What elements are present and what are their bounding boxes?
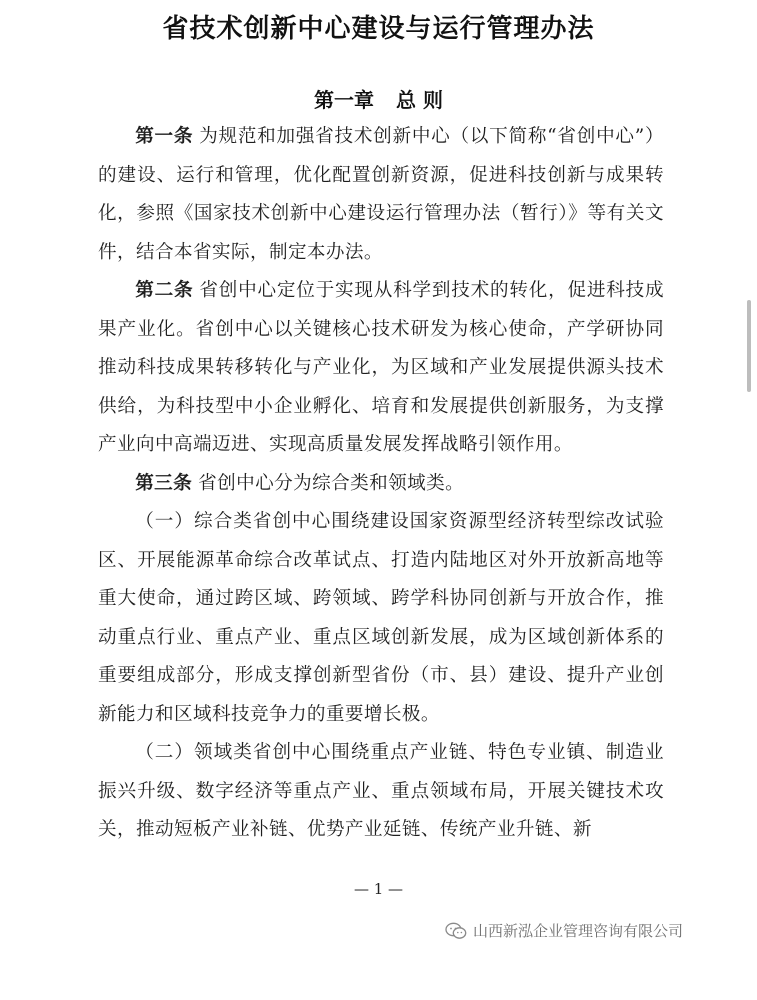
article-1-label: 第一条 [135, 126, 194, 147]
article-2 [98, 272, 664, 465]
article-2-text: 省创中心定位于实现从科学到技术的转化，促进科技成果产业化。省创中心以关键核心技术研发为核心使命，产学研协同推动科技成果转移转化与产业化，为区域和产业发展提供源头技术供给，为科技型中小企业孵化、培育和发展提供创新服务，为支撑产业向中高端迈进、实现高质量发展发挥战略引领作用。 [98, 280, 664, 455]
article-1 [98, 118, 664, 272]
paragraph-comprehensive: （一）综合类省创中心围绕建设国家资源型经济转型综改试验区、开展能源革命综合改革试点、打造内陆地区对外开放新高地等重大使命，通过跨区域、跨领域、跨学科协同创新与开放合作，推动重点行业、重点产业、重点区域创新发展，成为区域创新体系的重要组成部分，形成支撑创新型省份（市、县）建设、提升产业创新能力和区域科技竞争力的重要增长极。 [98, 511, 664, 725]
chapter-heading [0, 84, 757, 113]
chapter-name: 总 则 [396, 88, 443, 112]
paragraph-domain: （二）领域类省创中心围绕重点产业链、特色专业镇、制造业振兴升级、数字经济等重点产业、重点领域布局，开展关键技术攻关，推动短板产业补链、优势产业延链、传统产业升链、新 [98, 742, 664, 840]
article-2-label: 第二条 [135, 280, 194, 301]
watermark [445, 920, 683, 941]
document-title: 省技术创新中心建设与运行管理办法 [162, 14, 595, 44]
page-number: — 1 — [353, 880, 404, 898]
document-body [98, 118, 664, 850]
chapter-number: 第一章 [314, 88, 375, 112]
watermark-text: 山西新泓企业管理咨询有限公司 [473, 922, 684, 940]
article-3-label: 第三条 [135, 472, 193, 494]
wechat-icon [445, 922, 467, 940]
article-1-text: 为规范和加强省技术创新中心（以下简称“省创中心”）的建设、运行和管理，优化配置创新资源，促进科技创新与成果转化，参照《国家技术创新中心建设运行管理办法（暂行）》等有关文件，结合本省实际，制定本办法。 [98, 126, 664, 263]
scrollbar-thumb[interactable] [747, 300, 751, 392]
article-3-text: 省创中心分为综合类和领域类。 [198, 472, 465, 494]
article-3 [98, 465, 664, 504]
